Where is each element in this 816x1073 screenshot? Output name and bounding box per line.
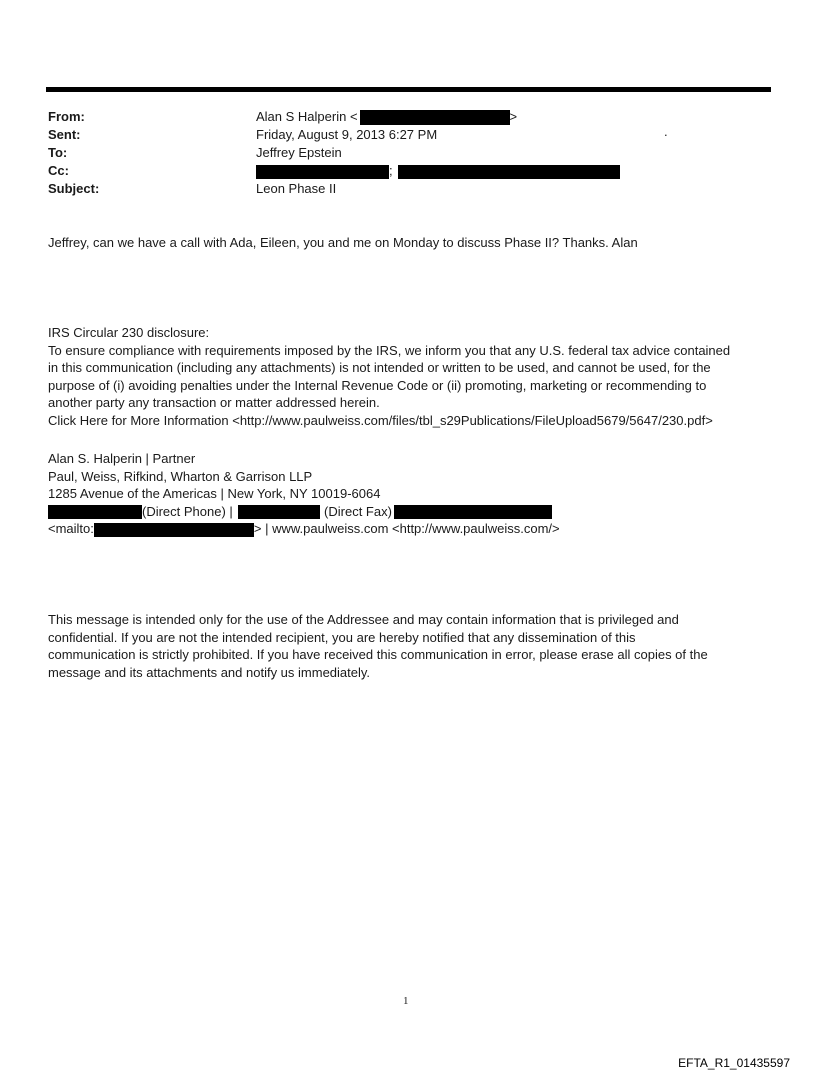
irs-line: IRS Circular 230 disclosure: — [48, 325, 210, 340]
confidentiality-line: confidential. If you are not the intended recipient, you are hereby notified that any dissemination of this — [48, 629, 636, 645]
irs-line: in this communication (including any attachments) is not intended or written to be used, and cannot be used, for the — [48, 360, 711, 376]
bates-number: EFTA_R1_01435597 — [678, 1056, 790, 1070]
redaction-block — [394, 505, 552, 519]
stray-mark: . — [664, 124, 668, 139]
to-value: Jeffrey Epstein — [256, 145, 342, 160]
mailto-prefix: <mailto: — [48, 521, 94, 537]
from-suffix: > — [509, 109, 518, 124]
sent-value: Friday, August 9, 2013 6:27 PM — [256, 127, 438, 142]
irs-line: To ensure compliance with requirements imposed by the IRS, we inform you that any U.S. federal tax advice contained — [48, 342, 731, 358]
signature-firm: Paul, Weiss, Rifkind, Wharton & Garrison LLP — [48, 468, 313, 484]
irs-line: another party any transaction or matter addressed herein. — [48, 395, 380, 411]
irs-disclosure — [48, 324, 778, 430]
redaction-block — [94, 523, 254, 537]
header-rule — [46, 87, 771, 92]
subject-label: Subject: — [48, 181, 100, 196]
from-label: From: — [48, 109, 85, 124]
confidentiality-notice — [48, 611, 778, 681]
from-name: Alan S Halperin < — [256, 109, 358, 124]
signature-block — [48, 450, 778, 538]
irs-line: purpose of (i) avoiding penalties under the Internal Revenue Code or (ii) promoting, marketing or recommending to — [48, 377, 707, 393]
signature-phone-fax — [48, 503, 778, 521]
from-value — [256, 108, 517, 126]
confidentiality-line: This message is intended only for the use of the Addressee and may contain information that is privileged and — [48, 612, 679, 627]
redaction-block — [398, 165, 620, 179]
direct-fax-label: (Direct Fax) — [324, 503, 392, 519]
redaction-block — [256, 165, 389, 179]
page-number: 1 — [403, 995, 409, 1007]
cc-label: Cc: — [48, 163, 69, 178]
confidentiality-line: message and its attachments and notify us immediately. — [48, 664, 371, 680]
website-link[interactable]: > | www.paulweiss.com <http://www.paulweiss.com/> — [253, 521, 560, 537]
redaction-block — [48, 505, 142, 519]
confidentiality-line: communication is strictly prohibited. If you have received this communication in error, please erase all copies of the — [48, 647, 708, 663]
direct-phone-label: (Direct Phone) | — [142, 503, 233, 519]
redaction-block — [360, 110, 510, 125]
to-label: To: — [48, 145, 68, 160]
subject-value: Leon Phase II — [256, 181, 337, 196]
signature-mailto[interactable] — [48, 520, 778, 538]
irs-more-info-link[interactable]: Click Here for More Information <http://www.paulweiss.com/files/tbl_s29Publications/FileUpload5679/5647/230.pdf> — [48, 412, 713, 428]
cc-separator: ; — [389, 163, 393, 178]
cc-value — [256, 162, 620, 180]
message-body: Jeffrey, can we have a call with Ada, Eileen, you and me on Monday to discuss Phase II? Thanks. Alan — [48, 235, 638, 250]
signature-name-title: Alan S. Halperin | Partner — [48, 451, 196, 466]
signature-address: 1285 Avenue of the Americas | New York, NY 10019-6064 — [48, 486, 381, 502]
redaction-block — [238, 505, 320, 519]
sent-label: Sent: — [48, 127, 81, 142]
